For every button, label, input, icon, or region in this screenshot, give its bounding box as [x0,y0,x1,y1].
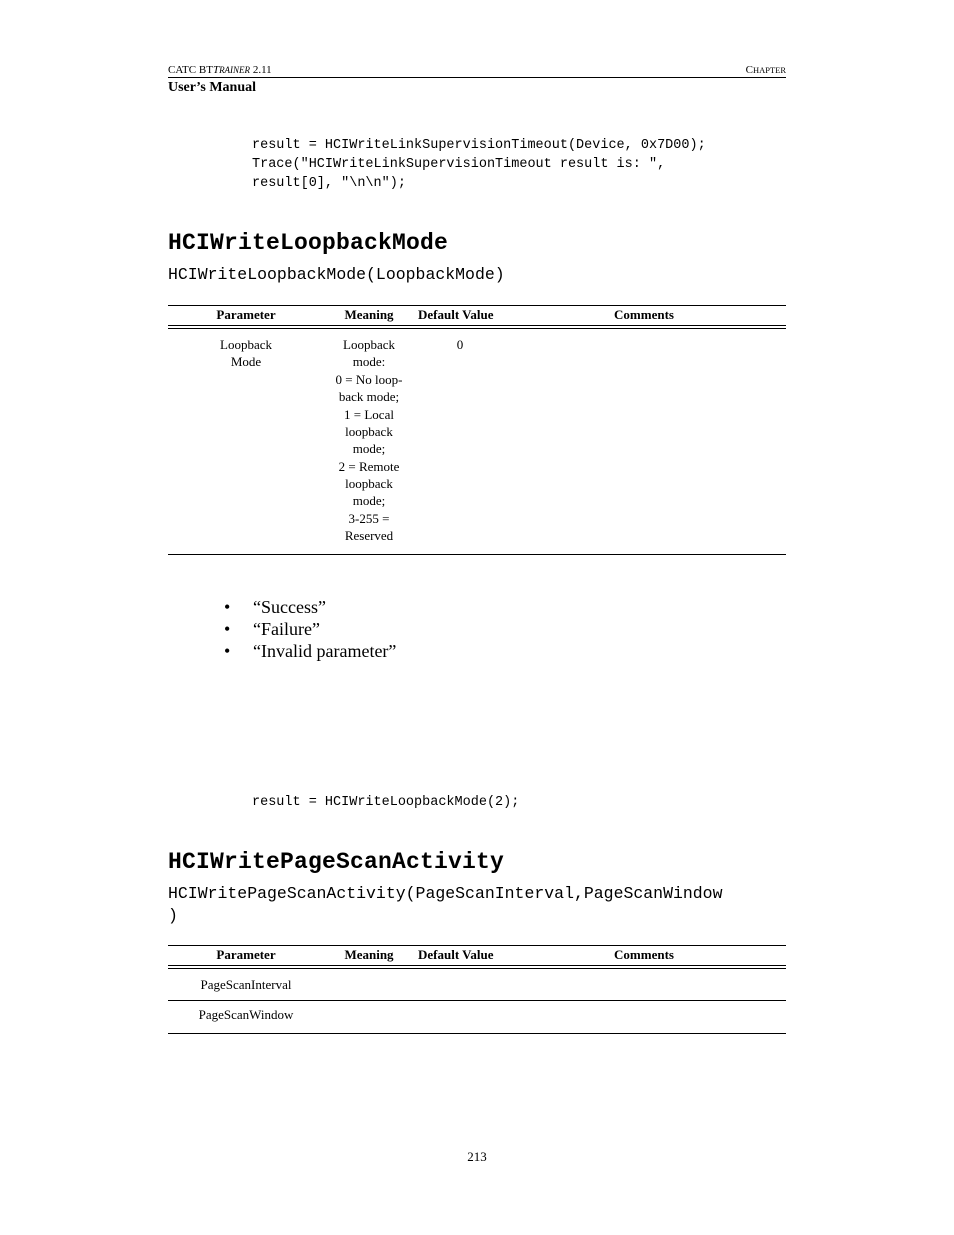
list-item: • “Failure” [224,619,320,639]
cell-line: 1 = Local [344,407,394,422]
product-initial: T [212,64,220,76]
header-parameter: Parameter [216,947,276,962]
code-example-loopback: result = HCIWriteLoopbackMode(2); [252,795,520,810]
cell-line: mode: [352,354,386,369]
cell-line: Mode [230,354,262,369]
manual-subtitle: User’s Manual [168,80,257,95]
list-item-text: “Success” [253,597,326,617]
cell-line: 0 = No loop- [335,372,403,387]
product-version: 2.11 [252,64,272,76]
cell-line: back mode; [338,389,400,404]
cell-meaning [328,336,410,544]
product-smallcaps: RAINER [219,65,251,75]
cell-line: Loopback [220,337,272,352]
cell-parameter [190,336,302,370]
function-signature-pagescan: HCIWritePageScanActivity(PageScanInterval,PageScanWindow [168,884,723,903]
page-number: 213 [467,1149,487,1164]
header-meaning: Meaning [344,947,394,962]
cell-line: 2 = Remote [338,459,400,474]
param-table-loopback [168,305,786,555]
chapter-smallcaps: HAPTER [752,65,786,75]
table-row [168,969,786,1000]
header-meaning: Meaning [344,307,394,322]
code-line: Trace("HCIWriteLinkSupervisionTimeout result is: ", [252,157,666,172]
header-default-value: Default Value [418,947,494,962]
running-header-chapter [746,63,786,77]
cell-line: mode; [352,441,386,456]
table-row [168,329,786,554]
list-item-text: “Invalid parameter” [253,641,397,661]
function-signature-loopback: HCIWriteLoopbackMode(LoopbackMode) [168,265,505,284]
list-item: • “Invalid parameter” [224,641,397,661]
chapter-initial: C [745,64,753,76]
table-bottom-rule [168,1033,786,1034]
cell-line: loopback [345,476,393,491]
header-parameter: Parameter [216,307,276,322]
list-item-text: “Failure” [253,619,320,639]
return-values-list [224,596,396,662]
param-table-pagescan [168,945,786,1034]
function-signature-pagescan-cont: ) [168,906,178,925]
cell-line: 3-255 = [348,511,390,526]
product-name: CATC BT [168,64,213,76]
cell-line: Reserved [344,528,394,543]
code-line: result[0], "\n\n"); [252,176,406,191]
cell-line: mode; [352,493,386,508]
header-comments: Comments [614,947,674,962]
header-rule [168,77,786,78]
header-comments: Comments [614,307,674,322]
running-header-product [168,63,272,77]
code-block-top [252,136,706,193]
table-row [168,1001,786,1033]
header-default-value: Default Value [418,307,494,322]
cell-parameter: PageScanWindow [198,1007,294,1022]
code-line: result = HCIWriteLinkSupervisionTimeout(Device, 0x7D00); [252,138,706,153]
cell-line: Loopback [343,337,395,352]
section-title-loopback: HCIWriteLoopbackMode [168,230,449,256]
cell-parameter: PageScanInterval [200,977,292,992]
table-header [168,945,786,965]
cell-default-value: 0 [456,337,464,352]
table-bottom-rule [168,554,786,555]
list-item: • “Success” [224,597,326,617]
table-header [168,305,786,325]
cell-line: loopback [345,424,393,439]
section-title-pagescan: HCIWritePageScanActivity [168,849,505,875]
